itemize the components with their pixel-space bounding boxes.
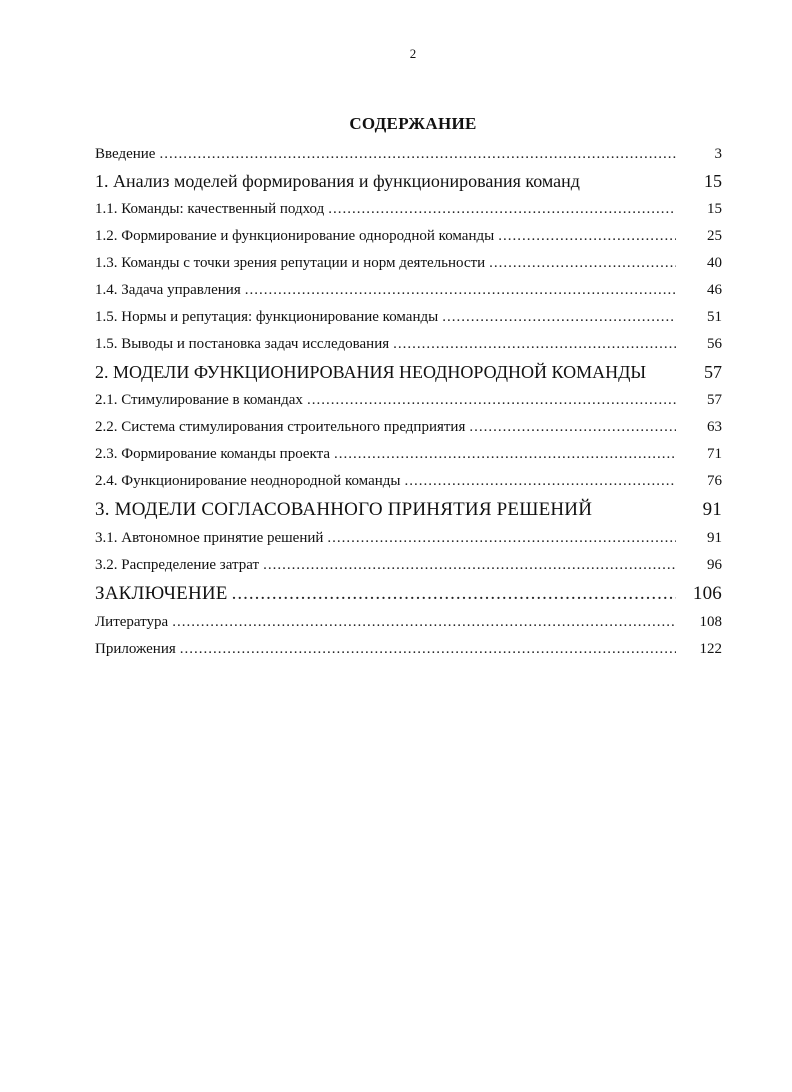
toc-entry-label: 2. МОДЕЛИ ФУНКЦИОНИРОВАНИЯ НЕОДНОРОДНОЙ КОМАНДЫ xyxy=(95,362,647,382)
table-of-contents xyxy=(95,141,722,663)
toc-entry-label: 3.2. Распределение затрат xyxy=(95,557,260,573)
dot-leader xyxy=(442,304,676,331)
toc-entry-label: 2.3. Формирование команды проекта xyxy=(95,446,331,462)
dot-leader xyxy=(232,579,676,609)
toc-entry-label: 1. Анализ моделей формирования и функционирования команд xyxy=(95,171,580,191)
toc-entry-page: 108 xyxy=(699,614,722,630)
dot-leader xyxy=(159,141,676,167)
toc-entry-label: 2.2. Система стимулирования строительного предприятия xyxy=(95,419,466,435)
toc-entry-page: 76 xyxy=(707,473,722,489)
toc-entry-label: Введение xyxy=(95,146,156,162)
toc-entry-page: 71 xyxy=(707,446,722,462)
toc-entry-chapter-2 xyxy=(95,358,722,387)
dot-leader xyxy=(180,636,676,663)
toc-entry-2-1 xyxy=(95,387,722,414)
dot-leader xyxy=(245,277,676,304)
toc-entry-label: 3.1. Автономное принятие решений xyxy=(95,530,324,546)
dot-leader xyxy=(393,331,676,358)
toc-entry-label: 1.3. Команды с точки зрения репутации и норм деятельности xyxy=(95,255,486,271)
toc-entry-1-4 xyxy=(95,277,722,304)
toc-entry-3-1 xyxy=(95,525,722,552)
dot-leader xyxy=(404,468,676,495)
toc-entry-label: 1.2. Формирование и функционирование однородной команды xyxy=(95,228,495,244)
toc-entry-label: 1.4. Задача управления xyxy=(95,282,241,298)
toc-entry-page: 91 xyxy=(702,499,722,520)
toc-entry-appendices xyxy=(95,636,722,663)
dot-leader xyxy=(334,441,676,468)
toc-entry-page: 122 xyxy=(699,641,722,657)
toc-entry-page: 91 xyxy=(707,530,722,546)
toc-entry-page: 15 xyxy=(707,201,722,217)
toc-entry-1-5-conclusions xyxy=(95,331,722,358)
toc-entry-label: 1.5. Выводы и постановка задач исследования xyxy=(95,336,390,352)
dot-leader xyxy=(328,196,676,223)
toc-entry-label: Литература xyxy=(95,614,169,630)
toc-entry-label: 2.4. Функционирование неоднородной команды xyxy=(95,473,401,489)
dot-leader xyxy=(263,552,676,579)
toc-entry-3-2 xyxy=(95,552,722,579)
toc-entry-page: 63 xyxy=(707,419,722,435)
toc-entry-label: 1.5. Нормы и репутация: функционирование команды xyxy=(95,309,439,325)
dot-leader xyxy=(469,414,676,441)
toc-entry-introduction xyxy=(95,141,722,167)
toc-entry-2-2 xyxy=(95,414,722,441)
dot-leader xyxy=(327,525,676,552)
toc-entry-1-1 xyxy=(95,196,722,223)
toc-entry-conclusion xyxy=(95,579,722,609)
toc-entry-page: 57 xyxy=(704,362,722,382)
toc-entry-label: 1.1. Команды: качественный подход xyxy=(95,201,325,217)
toc-entry-1-5 xyxy=(95,304,722,331)
dot-leader xyxy=(489,250,676,277)
toc-entry-page: 3 xyxy=(714,146,722,162)
dot-leader xyxy=(498,223,676,250)
toc-entry-label: ЗАКЛЮЧЕНИЕ xyxy=(95,583,228,604)
toc-entry-label: Приложения xyxy=(95,641,176,657)
toc-entry-2-3 xyxy=(95,441,722,468)
toc-entry-page: 106 xyxy=(692,583,722,604)
toc-entry-1-3 xyxy=(95,250,722,277)
toc-entry-page: 46 xyxy=(707,282,722,298)
toc-entry-page: 57 xyxy=(707,392,722,408)
page-number: 2 xyxy=(409,46,417,61)
toc-entry-label: 2.1. Стимулирование в командах xyxy=(95,392,303,408)
toc-entry-page: 96 xyxy=(707,557,722,573)
toc-entry-page: 51 xyxy=(707,309,722,325)
dot-leader xyxy=(307,387,676,414)
toc-entry-chapter-1 xyxy=(95,167,722,196)
toc-entry-page: 56 xyxy=(707,336,722,352)
toc-entry-chapter-3 xyxy=(95,495,722,525)
toc-title: СОДЕРЖАНИЕ xyxy=(349,114,477,133)
toc-entry-1-2 xyxy=(95,223,722,250)
dot-leader xyxy=(172,609,676,636)
toc-entry-references xyxy=(95,609,722,636)
toc-entry-2-4 xyxy=(95,468,722,495)
toc-entry-page: 15 xyxy=(704,171,722,191)
toc-entry-page: 40 xyxy=(707,255,722,271)
toc-entry-page: 25 xyxy=(707,228,722,244)
toc-entry-label: 3. МОДЕЛИ СОГЛАСОВАННОГО ПРИНЯТИЯ РЕШЕНИЙ xyxy=(95,499,593,520)
